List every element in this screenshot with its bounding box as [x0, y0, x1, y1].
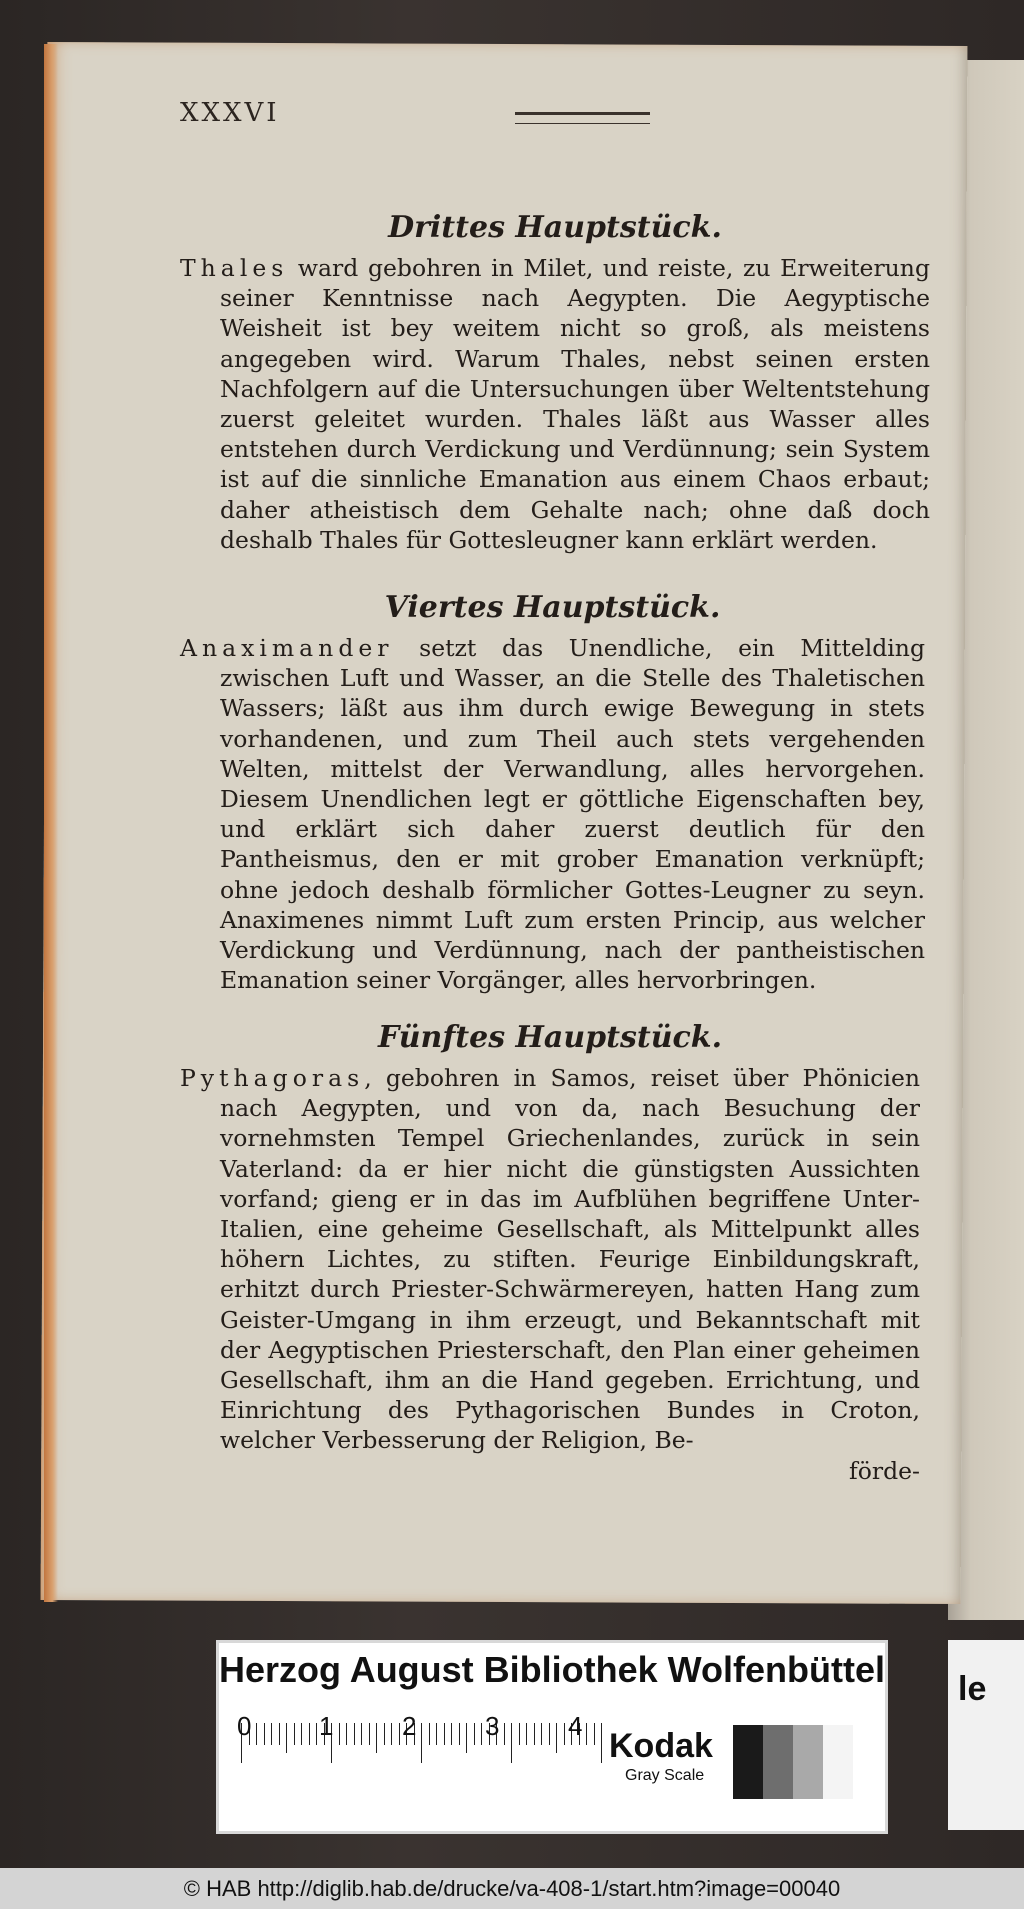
gray-swatch — [823, 1725, 853, 1799]
ruler-tick — [436, 1723, 437, 1745]
ruler-tick — [421, 1723, 422, 1763]
ruler-tick — [339, 1723, 340, 1745]
brand-logo: Kodak — [609, 1727, 713, 1765]
ruler-tick — [526, 1723, 527, 1745]
summary-text: ward gebohren in Milet, und reiste, zu Erweiterung seiner Kenntnisse nach Aegypten. Die Aegyptische Weisheit ist bey weitem nicht so groß, als meistens angegeben wird. Warum Thales, nebst seinen ersten Nachfolgern auf die Untersuchungen über Weltentstehung zuerst geleitet wurden. Thales läßt aus Wasser alles entstehen durch Verdickung und Verdünnung; sein System ist auf die sinnliche Emanation aus einem Chaos erbaut; daher atheistisch dem Gehalte nach; ohne daß doch deshalb Thales für Gottesleugner kann erklärt werden. — [220, 254, 930, 554]
clipped-label: le — [958, 1670, 987, 1708]
ruler-label: 3 — [485, 1711, 500, 1741]
ruler-tick — [534, 1723, 535, 1745]
ruler-tick — [279, 1723, 280, 1745]
ruler-tick — [594, 1723, 595, 1745]
ruler-tick — [399, 1723, 400, 1745]
summary-text: setzt das Unendliche, ein Mittelding zwischen Luft und Wasser, an die Stelle des Thaletischen Wassers; läßt aus ihm durch ewige Bewegung in stets vorhandenen, und zum Theil auch stets vergehenden Welten, mittelst der Verwandlung, alles hervorgehen. Diesem Unendlichen legt er göttliche Eigenschaften bey, und erklärt sich daher zuerst deutlich für den Pantheismus, den er mit grober Emanation verknüpft; ohne jedoch deshalb förmlicher Gottes-Leugner zu seyn. Anaximenes nimmt Luft zum ersten Princip, aus welcher Verdickung und Verdünnung, nach der pantheistischen Emanation seiner Vorgänger, alles hervorbringen. — [220, 634, 925, 995]
ruler-tick — [601, 1723, 602, 1763]
scale-name: Gray Scale — [625, 1767, 705, 1784]
gray-swatch — [763, 1725, 793, 1799]
ruler-tick — [459, 1723, 460, 1745]
chapter-heading: Drittes Hauptstück. — [388, 210, 722, 245]
chapter-three — [180, 210, 930, 555]
page-number: XXXVI — [180, 98, 280, 128]
measuring-ruler — [241, 1723, 601, 1769]
ruler-tick — [346, 1723, 347, 1745]
running-head — [180, 98, 920, 138]
chapter-five — [180, 1020, 920, 1486]
ruler-tick — [541, 1723, 542, 1745]
ruler-tick — [451, 1723, 452, 1745]
ruler-tick — [466, 1723, 467, 1753]
ruler-tick — [444, 1723, 445, 1745]
chapter-summary — [180, 1063, 920, 1456]
copyright-credit: © HAB http://diglib.hab.de/drucke/va-408-1/start.htm?image=00040 — [183, 1875, 841, 1901]
chapter-heading: Fünftes Hauptstück. — [377, 1020, 723, 1055]
footer-bar — [0, 1868, 1024, 1909]
page-binding-edge — [44, 44, 58, 1602]
ruler-tick — [256, 1723, 257, 1745]
ruler-tick — [549, 1723, 550, 1745]
gray-swatch — [733, 1725, 763, 1799]
ruler-tick — [586, 1723, 587, 1745]
name-lead: Pythagoras — [180, 1064, 365, 1092]
ruler-label: 4 — [568, 1711, 583, 1741]
summary-text: , gebohren in Samos, reiset über Phönicien nach Aegypten, und von da, nach Besuchung der vornehmsten Tempel Griechenlandes, zurück in sein Vaterland: da er hier nicht die günstigsten Aussichten vorfand; gieng er in das im Aufblühen begriffene Unter-Italien, eine geheime Gesellschaft, als Mittelpunkt alles höhern Lichtes, zu stiften. Feurige Einbildungskraft, erhitzt durch Priester-Schwärmereyen, hatten Hang zum Geister-Umgang in ihm erzeugt, und Bekanntschaft mit der Aegyptischen Priesterschaft, den Plan einer geheimen Gesellschaft, ihm an die Hand gegeben. Errichtung, und Einrichtung des Pythagorischen Bundes in Croton, welcher Verbesserung der Religion, Be- — [220, 1064, 920, 1455]
name-lead: Thales — [180, 254, 289, 282]
ruler-label: 1 — [319, 1711, 334, 1741]
ruler-tick — [391, 1723, 392, 1745]
ruler-tick — [271, 1723, 272, 1745]
chapter-summary — [180, 633, 925, 995]
ruler-label: 0 — [237, 1711, 252, 1741]
color-target-card — [216, 1640, 888, 1834]
ruler-tick — [511, 1723, 512, 1763]
library-name: Herzog August Bibliothek Wolfenbüttel — [219, 1649, 885, 1690]
ruler-tick — [481, 1723, 482, 1745]
ruler-tick — [316, 1723, 317, 1745]
ruler-tick — [564, 1723, 565, 1745]
ruler-tick — [519, 1723, 520, 1745]
ruler-tick — [504, 1723, 505, 1745]
ruler-tick — [264, 1723, 265, 1745]
adjacent-target-card — [948, 1640, 1024, 1830]
ruler-tick — [294, 1723, 295, 1745]
decorative-rule — [515, 112, 650, 124]
ruler-tick — [286, 1723, 287, 1753]
ruler-tick — [301, 1723, 302, 1745]
ruler-tick — [361, 1723, 362, 1745]
ruler-label: 2 — [402, 1711, 417, 1741]
chapter-summary — [180, 253, 930, 555]
catchword: förde- — [849, 1456, 920, 1485]
chapter-heading: Viertes Hauptstück. — [384, 590, 721, 625]
name-lead: Anaximander — [180, 634, 394, 662]
chapter-four — [180, 590, 925, 995]
ruler-tick — [309, 1723, 310, 1745]
ruler-tick — [429, 1723, 430, 1745]
ruler-tick — [474, 1723, 475, 1745]
gray-swatch — [793, 1725, 823, 1799]
ruler-tick — [354, 1723, 355, 1745]
gray-swatches — [733, 1725, 853, 1799]
ruler-tick — [384, 1723, 385, 1745]
ruler-tick — [376, 1723, 377, 1753]
ruler-tick — [556, 1723, 557, 1753]
ruler-tick — [369, 1723, 370, 1745]
